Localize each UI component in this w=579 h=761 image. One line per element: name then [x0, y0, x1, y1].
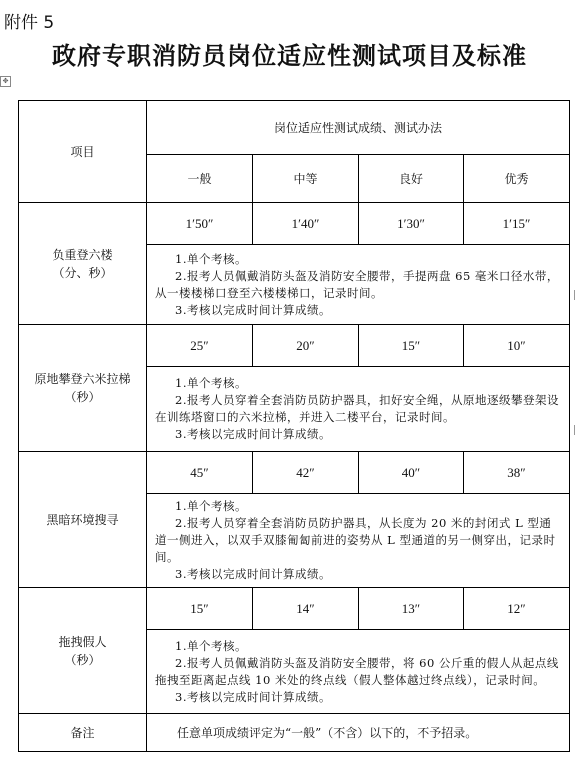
test-method-cell	[147, 630, 570, 714]
test-item-name: 黑暗环境搜寻	[46, 512, 119, 527]
score-cell: 25″	[147, 325, 253, 367]
test-method-cell	[147, 245, 570, 325]
score-cell: 20″	[253, 325, 359, 367]
test-item-unit: （分、秒）	[52, 265, 113, 280]
method-line: 2.报考人员佩戴消防头盔及消防安全腰带，将 60 公斤重的假人从起点线拖拽至距离起点线 10 米处的终点线（假人整体越过终点线），记录时间。	[155, 655, 559, 687]
level-header: 中等	[253, 155, 359, 203]
test-item-name: 拖拽假人	[58, 634, 107, 649]
page-edge-marker	[574, 425, 579, 435]
score-cell: 15″	[359, 325, 464, 367]
test-item-unit: （秒）	[64, 390, 101, 404]
test-item-name: 原地攀登六米拉梯	[34, 372, 131, 386]
table-move-handle-icon[interactable]: ✥	[0, 76, 11, 87]
test-item-cell	[19, 203, 147, 325]
score-cell: 1′50″	[147, 203, 253, 245]
method-line: 1.单个考核。	[175, 638, 247, 653]
item-column-header: 项目	[19, 101, 147, 203]
page-title: 政府专职消防员岗位适应性测试项目及标准	[52, 42, 527, 70]
test-item-cell	[19, 325, 147, 452]
method-line: 2.报考人员穿着全套消防员防护器具，从长度为 20 米的封闭式 L 型通道一侧进入，以双手双膝匍匐前进的姿势从 L 型通道的另一侧穿出，记录时间。	[155, 516, 556, 564]
attachment-label: 附件 5	[4, 13, 55, 33]
method-line: 3.考核以完成时间计算成绩。	[175, 302, 331, 317]
score-cell: 13″	[359, 588, 464, 630]
level-header: 一般	[147, 155, 253, 203]
score-cell: 10″	[464, 325, 570, 367]
standards-table	[18, 100, 570, 752]
method-line: 1.单个考核。	[175, 251, 247, 266]
test-item-cell	[19, 588, 147, 714]
method-line: 2.报考人员穿着全套消防员防护器具，扣好安全绳，从原地逐级攀登架设在训练塔窗口的六米拉梯，并进入二楼平台，记录时间。	[155, 393, 559, 424]
score-cell: 14″	[253, 588, 359, 630]
method-line: 1.单个考核。	[175, 376, 247, 390]
method-line: 1.单个考核。	[175, 499, 247, 513]
page-edge-marker	[574, 290, 579, 300]
test-method-cell	[147, 367, 570, 452]
level-header: 良好	[359, 155, 464, 203]
score-cell: 12″	[464, 588, 570, 630]
test-method-cell	[147, 494, 570, 588]
method-line: 2.报考人员佩戴消防头盔及消防安全腰带，手提两盘 65 毫米口径水带，从一楼楼梯口登至六楼楼梯口，记录时间。	[155, 268, 559, 300]
score-cell: 40″	[359, 452, 464, 494]
score-cell: 1′15″	[464, 203, 570, 245]
score-cell: 45″	[147, 452, 253, 494]
method-line: 3.考核以完成时间计算成绩。	[175, 689, 331, 704]
level-header: 优秀	[464, 155, 570, 203]
method-line: 3.考核以完成时间计算成绩。	[175, 567, 331, 581]
remark-label: 备注	[19, 714, 147, 752]
score-cell: 38″	[464, 452, 570, 494]
score-cell: 42″	[253, 452, 359, 494]
remark-text: 任意单项成绩评定为“一般”（不含）以下的，不予招录。	[147, 714, 570, 752]
test-item-cell	[19, 452, 147, 588]
method-line: 3.考核以完成时间计算成绩。	[175, 427, 331, 441]
score-cell: 1′30″	[359, 203, 464, 245]
score-method-header: 岗位适应性测试成绩、测试办法	[147, 101, 570, 155]
test-item-unit: （秒）	[64, 652, 101, 667]
score-cell: 1′40″	[253, 203, 359, 245]
test-item-name: 负重登六楼	[52, 247, 113, 262]
score-cell: 15″	[147, 588, 253, 630]
